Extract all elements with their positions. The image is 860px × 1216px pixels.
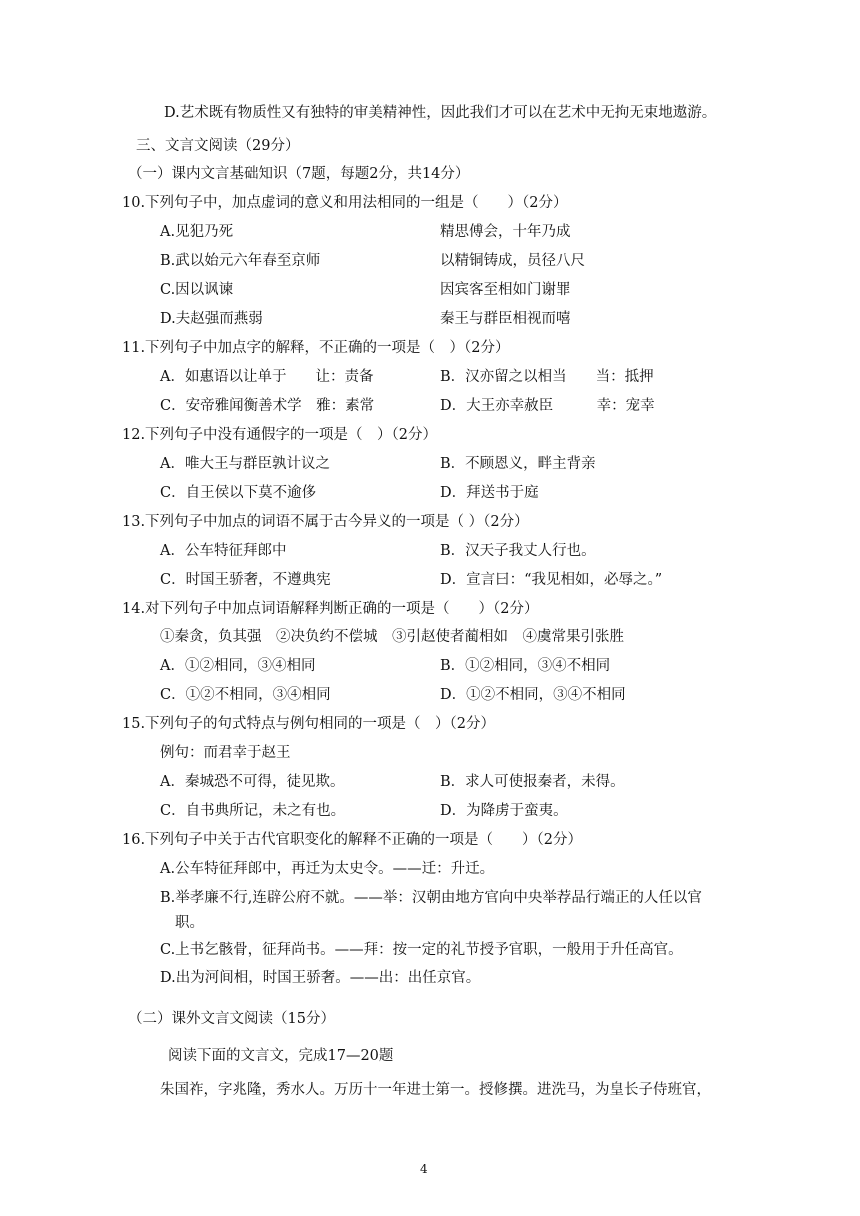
q11-option-c: C．安帝雅闻衡善术学 雅：素常 [160, 398, 375, 414]
q13-option-d: D．宣言曰：“我见相如，必辱之。” [440, 572, 663, 588]
q13-option-b: B．汉天子我丈人行也。 [440, 543, 596, 559]
q10-row-d-left: D.夫赵强而燕弱 [160, 311, 263, 327]
q16-option-c: C.上书乞骸骨，征拜尚书。——拜：按一定的礼节授予官职，一般用于升任高官。 [160, 942, 683, 958]
page-number: 4 [420, 1162, 428, 1176]
q14-option-c: C．①②不相同，③④相同 [160, 687, 331, 703]
question-14: 14.对下列句子中加点词语解释判断正确的一项是（ ）（2分） [122, 601, 539, 617]
q14-option-a: A．①②相同，③④相同 [160, 658, 316, 674]
passage-first-line: 朱国祚，字兆隆，秀水人。万历十一年进士第一。授修撰。进洗马，为皇长子侍班官， [160, 1082, 711, 1098]
q10-row-b-right: 以精铜铸成，员径八尺 [440, 253, 585, 269]
q13-option-a: A．公车特征拜郎中 [160, 543, 287, 559]
option-d-line: D.艺术既有物质性又有独特的审美精神性，因此我们才可以在艺术中无拘无束地遨游。 [164, 105, 717, 121]
reading-instruction: 阅读下面的文言文，完成17—20题 [168, 1048, 394, 1064]
q11-option-a: A．如惠语以让单于 让：责备 [160, 369, 374, 385]
q16-option-a: A.公车特征拜郎中，再迁为太史令。——迁：升迁。 [160, 861, 495, 877]
q10-row-b-left: B.武以始元六年春至京师 [160, 253, 321, 269]
q10-row-a-right: 精思傅会，十年乃成 [440, 224, 571, 240]
question-12: 12.下列句子中没有通假字的一项是（ ）（2分） [122, 427, 438, 443]
q11-option-d: D．大王亦幸赦臣 幸：宠幸 [440, 398, 655, 414]
q14-option-d: D．①②不相同，③④不相同 [440, 687, 626, 703]
q15-option-c: C．自书典所记，未之有也。 [160, 803, 346, 819]
q15-option-d: D．为降虏于蛮夷。 [440, 803, 568, 819]
q10-row-d-right: 秦王与群臣相视而嘻 [440, 311, 571, 327]
subsection-heading-in-class: （一）课内文言基础知识（7题，每题2分，共14分） [128, 166, 470, 182]
q10-row-a-left: A.见犯乃死 [160, 224, 234, 240]
q12-option-a: A．唯大王与群臣孰计议之 [160, 456, 330, 472]
section-heading-classical: 三、文言文阅读（29分） [136, 138, 300, 154]
q15-example: 例句：而君幸于赵王 [160, 745, 291, 761]
q14-option-b: B．①②相同，③④不相同 [440, 658, 611, 674]
q15-option-b: B．求人可使报秦者，未得。 [440, 774, 625, 790]
q11-option-b: B．汉亦留之以相当 当：抵押 [440, 369, 654, 385]
question-11: 11.下列句子中加点字的解释，不正确的一项是（ ）（2分） [122, 340, 510, 356]
q15-option-a: A．秦城恐不可得，徒见欺。 [160, 774, 345, 790]
q14-sentences: ①秦贪，负其强 ②决负约不偿城 ③引赵使者蔺相如 ④虞常果引张胜 [160, 629, 624, 645]
question-10: 10.下列句子中，加点虚词的意义和用法相同的一组是（ ）（2分） [122, 195, 568, 211]
subsection-heading-extracurricular: （二）课外文言文阅读（15分） [128, 1011, 335, 1027]
q10-row-c-left: C.因以讽谏 [160, 282, 234, 298]
q10-row-c-right: 因宾客至相如门谢罪 [440, 282, 571, 298]
q12-option-d: D．拜送书于庭 [440, 485, 539, 501]
q16-option-d: D.出为河间相，时国王骄奢。——出：出任京官。 [160, 970, 481, 986]
question-16: 16.下列句子中关于古代官职变化的解释不正确的一项是（ ）（2分） [122, 832, 583, 848]
q16-option-b-cont: 职。 [175, 915, 204, 931]
question-15: 15.下列句子的句式特点与例句相同的一项是（ ）（2分） [122, 716, 496, 732]
q12-option-c: C．自王侯以下莫不逾侈 [160, 485, 317, 501]
q12-option-b: B．不顾恩义，畔主背亲 [440, 456, 596, 472]
q16-option-b: B.举孝廉不行,连辟公府不就。——举：汉朝由地方官向中央举荐品行端正的人任以官 [160, 890, 702, 906]
q13-option-c: C．时国王骄奢，不遵典宪 [160, 572, 331, 588]
question-13: 13.下列句子中加点的词语不属于古今异义的一项是（ ）（2分） [122, 514, 529, 530]
